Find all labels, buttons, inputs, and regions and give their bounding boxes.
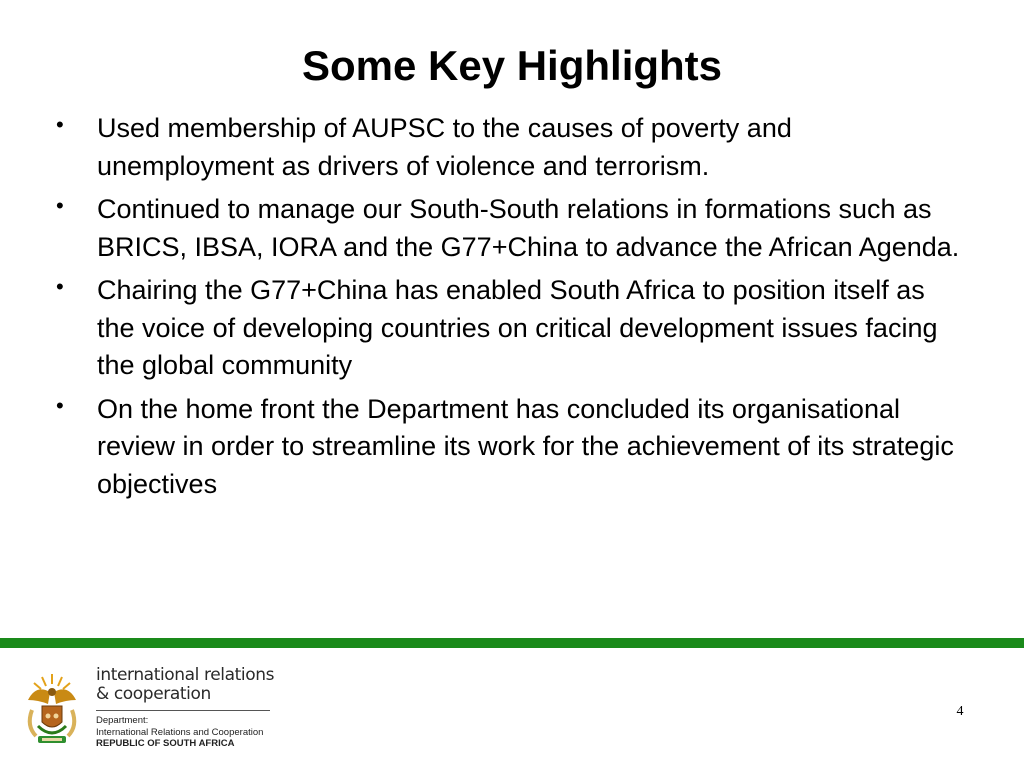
- bullet-symbol: •: [56, 392, 64, 418]
- coat-of-arms-graphic: [22, 670, 82, 750]
- logo-line-international-relations: international relations: [96, 665, 275, 685]
- footer: [0, 648, 1024, 768]
- bullet-symbol: •: [56, 193, 64, 218]
- bullet-symbol: •: [56, 112, 64, 137]
- bullet-text: Chairing the G77+China has enabled South Africa to position itself as the voice of developing countries on critical development issues facing the global community: [97, 275, 938, 380]
- logo-department-name: International Relations and Cooperation: [96, 726, 264, 738]
- bullet-symbol: •: [56, 274, 64, 299]
- bullet-text: On the home front the Department has concluded its organisational review in order to streamline its work for the achievement of its strategic objectives: [97, 393, 954, 499]
- logo-country: REPUBLIC OF SOUTH AFRICA: [96, 738, 235, 749]
- coat-of-arms-icon: [22, 670, 82, 750]
- logo-department-label: Department:: [96, 715, 149, 726]
- footer-divider-bar: [0, 638, 1024, 648]
- bullet-list: [56, 110, 966, 509]
- bullet-text: Used membership of AUPSC to the causes of poverty and unemployment as drivers of violence and terrorism.: [97, 113, 792, 181]
- logo-divider: [96, 710, 270, 711]
- bullet-item: [56, 391, 966, 504]
- page-number: 4: [956, 704, 964, 719]
- department-logo-text: [96, 666, 286, 750]
- logo-line-cooperation: & cooperation: [96, 684, 211, 704]
- bullet-text: Continued to manage our South-South relations in formations such as BRICS, IBSA, IORA and the G77+China to advance the African Agenda.: [97, 194, 960, 262]
- slide-title: Some Key Highlights: [301, 42, 723, 89]
- bullet-item: [56, 272, 966, 385]
- bullet-item: [56, 110, 966, 185]
- bullet-item: [56, 191, 966, 266]
